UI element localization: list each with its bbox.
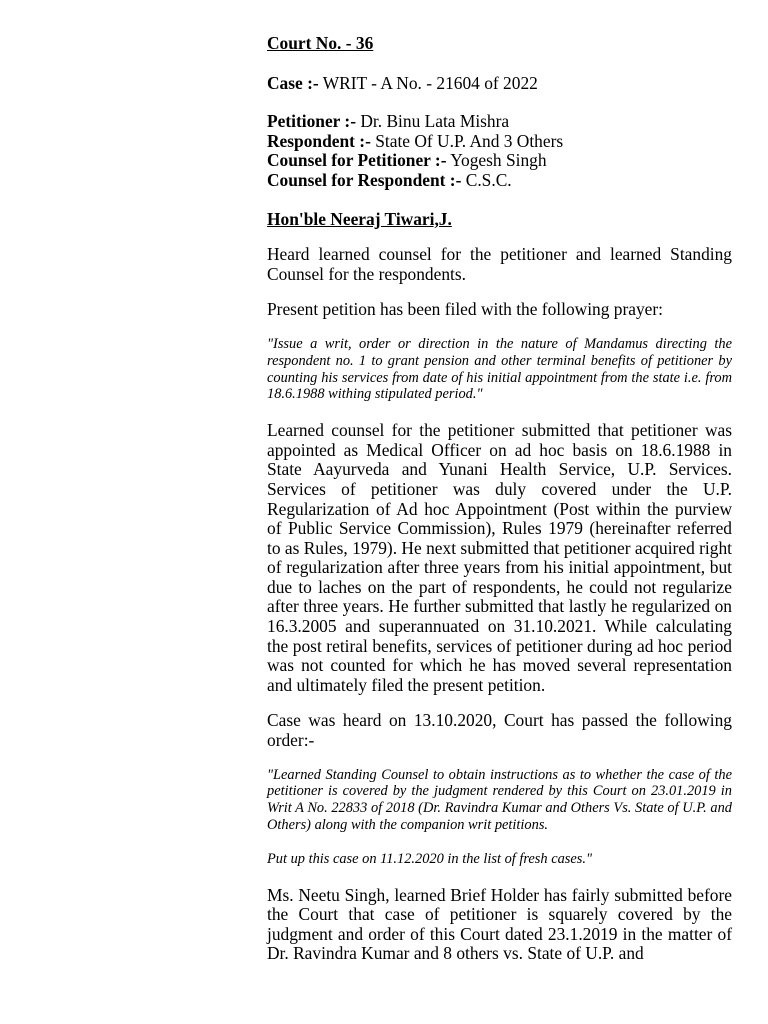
respondent-line	[267, 132, 732, 152]
counsel-petitioner-value: Yogesh Singh	[450, 150, 547, 171]
case-value: WRIT - A No. - 21604 of 2022	[322, 72, 538, 93]
party-details	[267, 112, 732, 190]
counsel-petitioner-label: Counsel for Petitioner :-	[267, 150, 447, 171]
paragraph-heard: Heard learned counsel for the petitioner and learned Standing Counsel for the respondents.	[267, 244, 732, 284]
quote-earlier-order: "Learned Standing Counsel to obtain instructions as to whether the case of the petitioner is covered by the judgment rendered by this Court on 23.01.2019 in Writ A No. 22833 of 2018 (Dr. Ravindra Kumar and Others Vs. State of U.P. and Others) along with the companion writ petitions.	[267, 766, 732, 834]
petitioner-value: Dr. Binu Lata Mishra	[360, 111, 510, 132]
judgment-document	[267, 34, 732, 964]
judge-name: Hon'ble Neeraj Tiwari,J.	[267, 208, 452, 229]
paragraph-brief-holder: Ms. Neetu Singh, learned Brief Holder has fairly submitted before the Court that case of petitioner is squarely covered by the judgment and order of this Court dated 23.1.2019 in the matter of Dr. Ravindra Kumar and 8 others vs. State of U.P. and	[267, 884, 732, 964]
respondent-value: State Of U.P. And 3 Others	[375, 130, 564, 151]
counsel-respondent-label: Counsel for Respondent :-	[267, 169, 462, 190]
counsel-respondent-value: C.S.C.	[465, 169, 512, 190]
petitioner-line	[267, 112, 732, 132]
court-number-heading: Court No. - 36	[267, 33, 374, 53]
quote-put-up: Put up this case on 11.12.2020 in the list of fresh cases."	[267, 850, 593, 867]
quote-prayer: "Issue a writ, order or direction in the nature of Mandamus directing the respondent no. 1 to grant pension and other terminal benefits of petitioner by counting his services from date of his initial appointment from the state i.e. from 18.6.1988 withing stipulated period."	[267, 335, 732, 403]
case-label: Case :-	[267, 72, 319, 93]
petitioner-label: Petitioner :-	[267, 111, 357, 132]
respondent-label: Respondent :-	[267, 130, 371, 151]
paragraph-earlier-hearing: Case was heard on 13.10.2020, Court has passed the following order:-	[267, 710, 732, 751]
paragraph-submissions: Learned counsel for the petitioner submitted that petitioner was appointed as Medical Officer on ad hoc basis on 18.6.1988 in State Aayurveda and Yunani Health Service, U.P. Services. Services of petitioner was duly covered under the U.P. Regularization of Ad hoc Appointment (Post within the purview of Public Service Commission), Rules 1979 (hereinafter referred to as Rules, 1979). He next submitted that petitioner acquired right of regularization after three years from his initial appointment, but due to laches on the part of respondents, he could not regularize after three years. He further submitted that lastly he regularized on 16.3.2005 and superannuated on 31.10.2021. While calculating the post retiral benefits, services of petitioner during ad hoc period was not counted for which he has moved several representation and ultimately filed the present petition.	[267, 420, 732, 695]
counsel-respondent-line	[267, 171, 732, 191]
case-number	[267, 74, 732, 94]
paragraph-prayer-intro: Present petition has been filed with the following prayer:	[267, 299, 664, 320]
counsel-petitioner-line	[267, 151, 732, 171]
